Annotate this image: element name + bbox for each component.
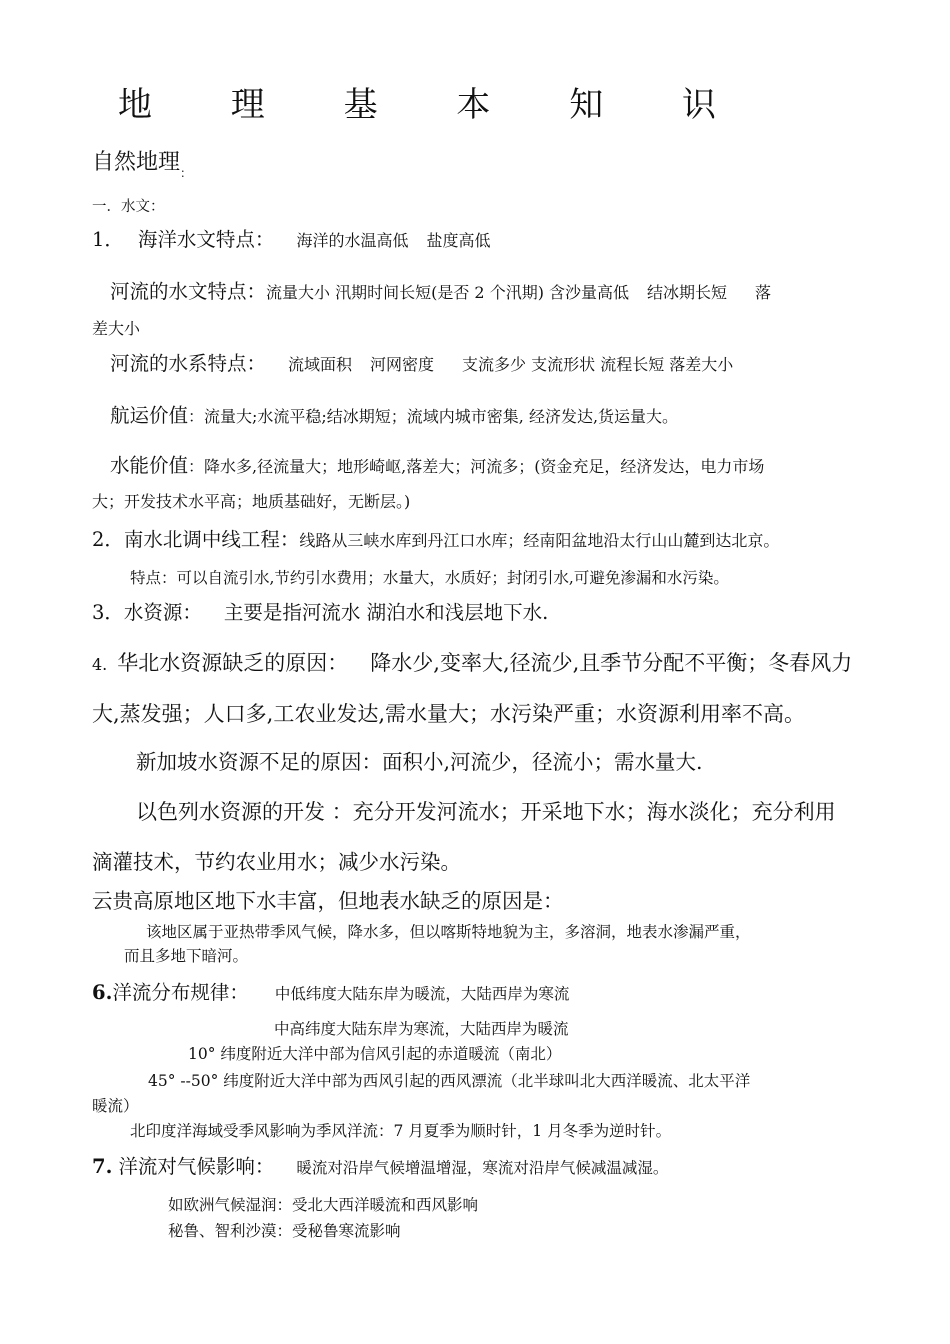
item-1-number: 1． bbox=[92, 228, 124, 251]
item-6-line-4-continuation: 暖流） bbox=[92, 1097, 139, 1115]
hydrology-label: 一．水文： bbox=[92, 199, 165, 215]
singapore-water-line: 新加坡水资源不足的原因：面积小,河流少，径流小；需水量大. bbox=[136, 750, 703, 774]
item-7-heading: 洋流对气候影响： bbox=[118, 1155, 275, 1178]
item-3-heading: 3．水资源： bbox=[92, 601, 202, 624]
page-title: 地 理 基 本 知 识 bbox=[118, 85, 751, 125]
shipping-value-line bbox=[110, 406, 678, 426]
item-2-features: 特点：可以自流引水,节约引水费用；水量大，水质好；封闭引水,可避免渗漏和水污染。 bbox=[130, 569, 729, 587]
section-heading-text: 自然地理 bbox=[92, 150, 181, 175]
section-heading-colon: ： bbox=[180, 166, 193, 180]
river-system-text-rest: 支流多少 支流形状 流程长短 落差大小 bbox=[462, 355, 734, 374]
river-hydrology-text-ice: 结冰期长短 bbox=[647, 283, 728, 302]
item-4-heading: 华北水资源缺乏的原因： bbox=[117, 651, 349, 675]
item-4-text: 降水少,变率大,径流少,且季节分配不平衡；冬春风力 bbox=[370, 651, 853, 675]
item-6-line-2: 中高纬度大陆东岸为寒流，大陆西岸为暖流 bbox=[274, 1020, 569, 1038]
item-2-text: 线路从三峡水库到丹江口水库；经南阳盆地沿太行山山麓到达北京。 bbox=[299, 531, 780, 550]
item-1-text-salinity: 盐度高低 bbox=[426, 231, 491, 250]
shipping-value-text: ：流量大;水流平稳;结冰期短；流域内城市密集, 经济发达,货运量大。 bbox=[188, 407, 679, 426]
hydropower-value-line bbox=[110, 456, 764, 476]
item-2-south-north-water bbox=[92, 530, 779, 550]
item-4-continuation: 大,蒸发强；人口多,工农业发达,需水量大；水污染严重；水资源利用率不高。 bbox=[92, 702, 806, 726]
item-6-number: 6. bbox=[92, 981, 113, 1004]
river-system-line bbox=[110, 354, 733, 374]
item-6-current-distribution bbox=[92, 983, 569, 1003]
item-6-line-3: 10° 纬度附近大洋中部为信风引起的赤道暖流（南北） bbox=[188, 1045, 562, 1063]
shipping-value-label: 航运价值 bbox=[110, 404, 189, 427]
item-4-north-china bbox=[92, 653, 852, 674]
river-hydrology-line bbox=[110, 282, 771, 302]
item-1-ocean-hydrology bbox=[92, 230, 490, 250]
item-3-water-resources bbox=[92, 603, 548, 623]
item-6-line-4: 45° --50° 纬度附近大洋中部为西风引起的西风漂流（北半球叫北大西洋暖流、北太平洋 bbox=[148, 1072, 751, 1090]
item-6-line-5: 北印度洋海域受季风影响为季风洋流：7 月夏季为顺时针，1 月冬季为逆时针。 bbox=[130, 1122, 672, 1140]
section-heading-natural bbox=[92, 152, 192, 179]
item-7-example-peru: 秘鲁、智利沙漠：受秘鲁寒流影响 bbox=[168, 1222, 401, 1240]
yungui-text: 该地区属于亚热带季风气候，降水多，但以喀斯特地貌为主，多溶洞，地表水渗漏严重， bbox=[146, 923, 751, 941]
river-hydrology-label: 河流的水文特点： bbox=[110, 280, 267, 303]
yungui-heading: 云贵高原地区地下水丰富，但地表水缺乏的原因是： bbox=[92, 889, 564, 913]
item-4-number: 4. bbox=[92, 655, 108, 674]
item-3-text: 主要是指河流水 湖泊水和浅层地下水. bbox=[223, 601, 549, 624]
river-hydrology-text-drop: 落 bbox=[755, 283, 772, 302]
river-hydrology-continuation: 差大小 bbox=[92, 319, 141, 338]
hydropower-value-text: ：降水多,径流量大；地形崎岖,落差大；河流多；(资金充足，经济发达，电力市场 bbox=[188, 457, 765, 476]
item-1-label: 海洋水文特点： bbox=[137, 228, 275, 251]
item-6-heading: 洋流分布规律： bbox=[112, 981, 249, 1004]
israel-water-line: 以色列水资源的开发 ：充分开发河流水；开采地下水；海水淡化；充分利用 bbox=[136, 800, 836, 824]
israel-water-continuation: 滴灌技术，节约农业用水；减少水污染。 bbox=[92, 850, 461, 874]
item-7-current-climate bbox=[92, 1157, 668, 1177]
river-system-text-area: 流域面积 bbox=[288, 355, 353, 374]
item-7-text: 暖流对沿岸气候增温增湿，寒流对沿岸气候减温减湿。 bbox=[296, 1159, 669, 1177]
item-7-number: 7. bbox=[92, 1155, 113, 1178]
item-7-example-europe: 如欧洲气候湿润：受北大西洋暖流和西风影响 bbox=[168, 1196, 479, 1214]
yungui-continuation: 而且多地下暗河。 bbox=[124, 947, 249, 965]
item-1-text-temperature: 海洋的水温高低 bbox=[296, 231, 409, 250]
river-system-text-density: 河网密度 bbox=[370, 355, 435, 374]
hydropower-value-label: 水能价值 bbox=[110, 454, 189, 477]
item-2-heading: 2．南水北调中线工程： bbox=[92, 528, 300, 551]
river-system-label: 河流的水系特点： bbox=[110, 352, 267, 375]
river-hydrology-text: 流量大小 汛期时间长短(是否 2 个汛期) 含沙量高低 bbox=[266, 283, 630, 302]
hydropower-value-continuation: 大；开发技术水平高；地质基础好，无断层。) bbox=[92, 492, 411, 511]
item-6-line-1: 中低纬度大陆东岸为暖流，大陆西岸为寒流 bbox=[274, 985, 570, 1003]
